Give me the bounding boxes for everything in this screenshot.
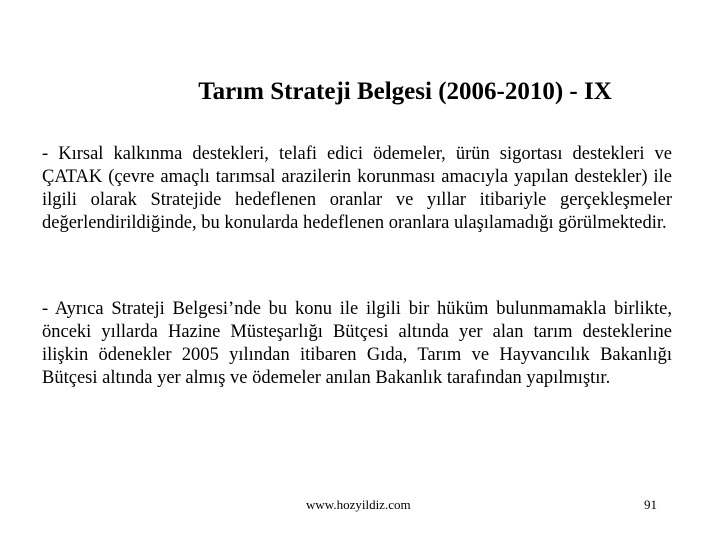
footer-url: www.hozyildiz.com [306,497,411,512]
slide-title: Tarım Strateji Belgesi (2006-2010) - IX [198,78,612,105]
paragraph-rural-support: - Kırsal kalkınma destekleri, telafi edici ödemeler, ürün sigortası destekleri ve ÇATAK (çevre amaçlı tarımsal arazilerin korunması amacıyla yapılan destekler) ile ilgili olarak Stratejide hedeflenen oranlar ve yıllar itibariyle gerçekleşmeler değerlendirildiğinde, bu konularda hedeflenen oranlara ulaşılamadığı görülmektedir. [42,144,672,233]
paragraph-budget-transfer: - Ayrıca Strateji Belgesi’nde bu konu ile ilgili bir hüküm bulunmamakla birlikte, önceki yıllarda Hazine Müsteşarlığı Bütçesi altında yer alan tarım desteklerine ilişkin ödenekler 2005 yılından itibaren Gıda, Tarım ve Hayvancılık Bakanlığı Bütçesi altında yer almış ve ödemeler anılan Bakanlık tarafından yapılmıştır. [42,299,672,388]
page-number: 91 [644,497,657,512]
